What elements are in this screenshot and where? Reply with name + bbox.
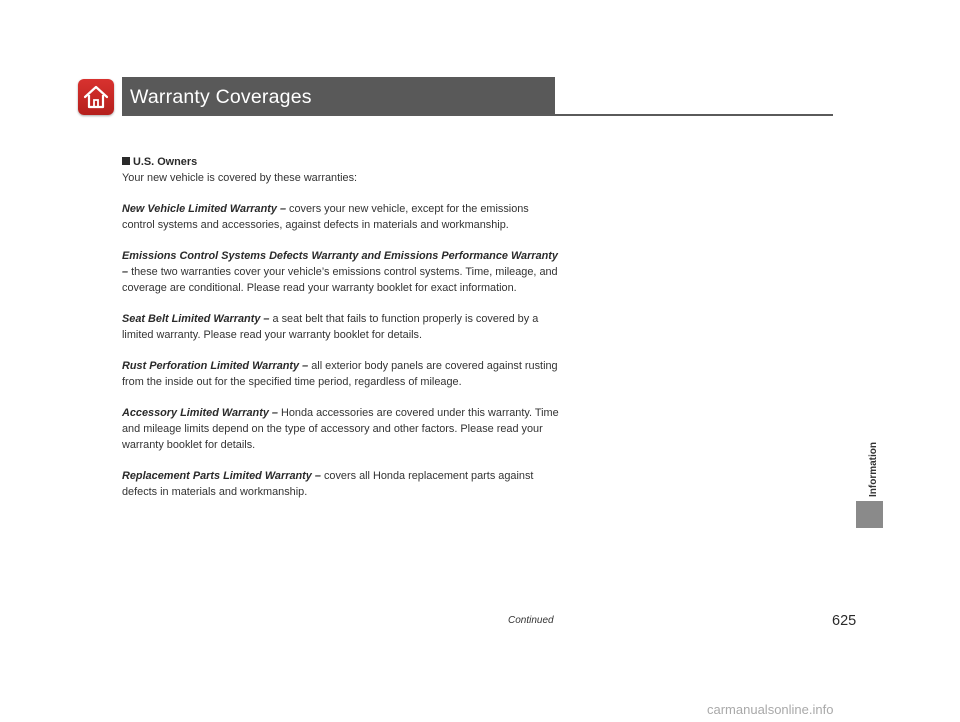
page-number: 625 [832, 613, 857, 629]
warranty-description: a seat belt that fails to function properly is covered by a limited warranty. Please read your warranty booklet for details. [122, 313, 539, 341]
warranty-item [122, 358, 562, 390]
section-heading-text: U.S. Owners [133, 156, 198, 168]
warranty-label: Seat Belt Limited Warranty – [122, 313, 270, 325]
warranty-item [122, 405, 562, 453]
warranty-item [122, 311, 562, 343]
warranty-content [122, 154, 562, 515]
warranty-description: Honda accessories are covered under this warranty. Time and mileage limits depend on the type of accessory and other factors. Please read your warranty booklet for details. [122, 407, 559, 451]
warranty-label: Emissions Control Systems Defects Warranty and Emissions Performance Warranty – [122, 250, 558, 278]
warranty-label: Rust Perforation Limited Warranty – [122, 360, 309, 372]
warranty-item [122, 468, 562, 500]
warranty-item [122, 201, 562, 233]
section-heading [122, 154, 562, 170]
warranty-label: Replacement Parts Limited Warranty – [122, 470, 321, 482]
continued-label: Continued [508, 615, 554, 626]
warranty-label: Accessory Limited Warranty – [122, 407, 278, 419]
side-tab-label: Information [868, 442, 879, 497]
home-button[interactable] [78, 79, 114, 115]
square-bullet-icon [122, 157, 130, 165]
page-title: Warranty Coverages [130, 86, 312, 108]
title-bar [122, 77, 555, 114]
warranty-label: New Vehicle Limited Warranty – [122, 203, 287, 215]
warranty-description: covers all Honda replacement parts against defects in materials and workmanship. [122, 470, 534, 498]
warranty-description: all exterior body panels are covered against rusting from the inside out for the specified time period, regardless of mileage. [122, 360, 558, 388]
watermark: carmanualsonline.info [707, 702, 834, 717]
home-icon [82, 83, 110, 111]
intro-text: Your new vehicle is covered by these warranties: [122, 172, 358, 184]
side-tab-marker[interactable] [856, 501, 883, 528]
warranty-item [122, 248, 562, 296]
warranty-description: these two warranties cover your vehicle’s emissions control systems. Time, mileage, and coverage are conditional. Please read your warranty booklet for exact information. [122, 266, 558, 294]
warranty-description: covers your new vehicle, except for the emissions control systems and accessories, against defects in materials and workmanship. [122, 203, 529, 231]
title-divider [122, 114, 833, 116]
